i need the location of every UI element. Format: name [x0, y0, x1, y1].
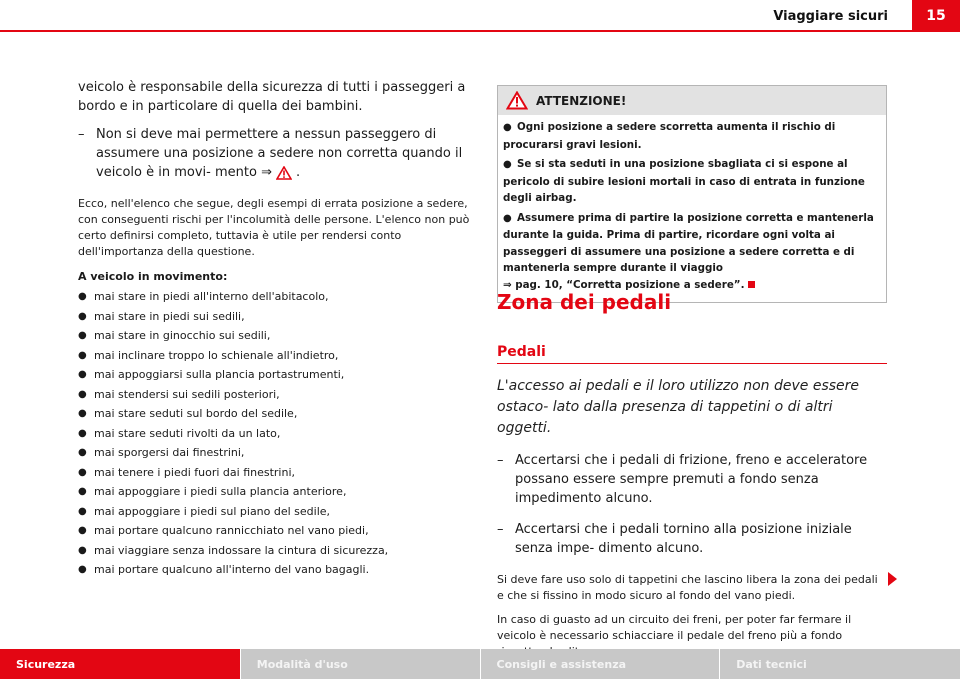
pedals-intro: L'accesso ai pedali e il loro utilizzo non deve essere ostaco- lato dalla presenza di tappetini o di altri oggetti. — [497, 378, 860, 436]
warning-item-text: Se si sta seduti in una posizione sbagliata ci si espone al pericolo di subire lesioni mortali in caso di entrata in funzione degli airbag. — [503, 158, 865, 204]
bullet-icon: ● — [78, 544, 87, 556]
section-title: Zona dei pedali — [497, 290, 672, 314]
list-item-text: mai tenere i piedi fuori dai finestrini, — [94, 465, 296, 479]
tab-dati-tecnici[interactable]: Dati tecnici — [720, 649, 960, 679]
list-item-text: mai stare in piedi sui sedili, — [94, 309, 245, 323]
warning-triangle-icon — [276, 166, 292, 180]
list-item — [78, 365, 470, 385]
dash-item — [497, 520, 887, 558]
bullet-icon: ● — [78, 291, 87, 302]
warning-item-text: Ogni posizione a sedere scorretta aumenta il rischio di procurarsi gravi lesioni. — [503, 121, 836, 151]
dash-marker: – — [78, 127, 85, 142]
page-reference-link[interactable]: ⇒ pag. 10, “Corretta posizione a sedere”. — [503, 278, 745, 291]
list-item — [78, 521, 470, 541]
warning-item — [503, 210, 881, 294]
list-item — [78, 541, 470, 561]
list-item-text: mai stendersi sui sedili posteriori, — [94, 387, 280, 401]
bullet-icon: ● — [78, 447, 87, 458]
warning-reference[interactable] — [261, 163, 300, 182]
warning-header — [498, 86, 886, 115]
list-item — [78, 502, 470, 522]
bullet-icon: ● — [78, 310, 87, 322]
intro-text: veicolo è responsabile della sicurezza di tutti i passeggeri a bordo e in particolare di quella dei bambini. — [78, 80, 466, 114]
dash-item-label: Non si deve mai permettere a nessun passeggero di assumere una posizione a sedere non corretta quando il veicolo è in movi- mento — [96, 127, 463, 180]
list-item — [78, 424, 470, 444]
bullet-list — [78, 287, 470, 580]
bullet-icon: ● — [78, 427, 87, 439]
mats-paragraph: Si deve fare uso solo di tappetini che lascino libera la zona dei pedali e che si fissino in modo sicuro al fondo del vano piedi. — [497, 573, 878, 602]
list-item — [78, 463, 470, 483]
dash-item-text: Accertarsi che i pedali di frizione, freno e acceleratore possano essere sempre premuti a fondo senza impedimento alcuno. — [515, 453, 868, 506]
tab-consigli-assistenza[interactable]: Consigli e assistenza — [481, 649, 720, 679]
warning-box — [497, 85, 887, 303]
bullet-icon: ● — [78, 505, 87, 517]
next-page-arrow-icon[interactable] — [888, 572, 897, 586]
list-item — [78, 287, 470, 307]
right-column — [497, 290, 887, 660]
warning-item-text: Assumere prima di partire la posizione corretta e mantenerla durante la guida. Prima di partire, ricordare ogni volta ai passeggeri di assumere una posizione a sedere corretta e di mantenerla sempre durante il viaggio — [503, 211, 874, 274]
bullet-icon: ● — [78, 369, 87, 380]
dash-item-text — [96, 125, 470, 182]
list-item — [78, 385, 470, 405]
examples-paragraph: Ecco, nell'elenco che segue, degli esempi di errata posizione a sedere, con conseguenti rischi per l'incolumità delle persone. L'elenco non può certo definirsi completo, tuttavia è utile per rendersi conto dell'importanza della questione. — [78, 197, 470, 258]
reference-arrow: ⇒ — [261, 165, 272, 180]
list-item — [78, 443, 470, 463]
list-item-text: mai appoggiare i piedi sulla plancia anteriore, — [94, 485, 347, 498]
list-item — [78, 307, 470, 327]
dash-item-text: Accertarsi che i pedali tornino alla posizione iniziale senza impe- dimento alcuno. — [515, 522, 852, 556]
running-header-title: Viaggiare sicuri — [773, 9, 888, 24]
bullet-icon: ● — [78, 330, 87, 341]
list-item — [78, 346, 470, 366]
list-item-text: mai inclinare troppo lo schienale all'indietro, — [94, 348, 339, 362]
bullet-icon: ● — [78, 388, 87, 400]
list-item-text: mai viaggiare senza indossare la cintura di sicurezza, — [94, 543, 389, 557]
list-item — [78, 482, 470, 502]
bullet-icon: ● — [78, 564, 87, 575]
bullet-icon: ● — [78, 349, 87, 361]
left-column — [78, 78, 470, 580]
warning-item — [503, 156, 881, 207]
list-item-text: mai appoggiarsi sulla plancia portastrumenti, — [94, 368, 345, 381]
list-item-text: mai portare qualcuno rannicchiato nel vano piedi, — [94, 524, 369, 537]
list-item-text: mai stare in ginocchio sui sedili, — [94, 329, 271, 342]
list-item-text: mai stare in piedi all'interno dell'abitacolo, — [94, 290, 329, 303]
end-marker-icon — [748, 281, 755, 288]
bullet-icon: ● — [78, 466, 87, 478]
bullet-icon: ● — [78, 486, 87, 497]
subsection-title: Pedali — [497, 344, 887, 364]
list-item-text: mai stare seduti rivolti da un lato, — [94, 426, 281, 440]
tab-modalita-duso[interactable]: Modalità d'uso — [241, 649, 480, 679]
list-item — [78, 326, 470, 346]
list-item — [78, 404, 470, 424]
bullet-icon: ● — [78, 525, 87, 536]
bullet-icon: ● — [503, 122, 512, 133]
reference-end: . — [295, 165, 301, 180]
dash-marker: – — [497, 522, 504, 537]
dash-item — [497, 451, 887, 508]
list-item — [78, 560, 470, 580]
bullet-icon: ● — [78, 408, 87, 419]
list-item-text: mai sporgersi dai finestrini, — [94, 446, 245, 459]
brake-paragraph: In caso di guasto ad un circuito dei freni, per poter far fermare il veicolo è necessario schiacciare il pedale del freno più a fondo — [497, 613, 852, 642]
header-rule — [0, 30, 912, 32]
warning-triangle-icon — [506, 91, 528, 110]
warning-title: ATTENZIONE! — [536, 93, 627, 108]
warning-body — [498, 115, 886, 302]
tab-sicurezza[interactable]: Sicurezza — [0, 649, 240, 679]
dash-marker: – — [497, 453, 504, 468]
page-number: 15 — [912, 0, 960, 32]
bullet-icon: ● — [503, 212, 512, 224]
dash-item — [78, 125, 470, 182]
footer-tabs — [0, 649, 960, 679]
moving-vehicle-subheading: A veicolo in movimento: — [78, 270, 228, 283]
bullet-icon: ● — [503, 159, 512, 170]
list-item-text: mai appoggiare i piedi sul piano del sedile, — [94, 504, 331, 518]
list-item-text: mai portare qualcuno all'interno del vano bagagli. — [94, 563, 370, 576]
list-item-text: mai stare seduti sul bordo del sedile, — [94, 407, 298, 420]
warning-item — [503, 119, 881, 153]
